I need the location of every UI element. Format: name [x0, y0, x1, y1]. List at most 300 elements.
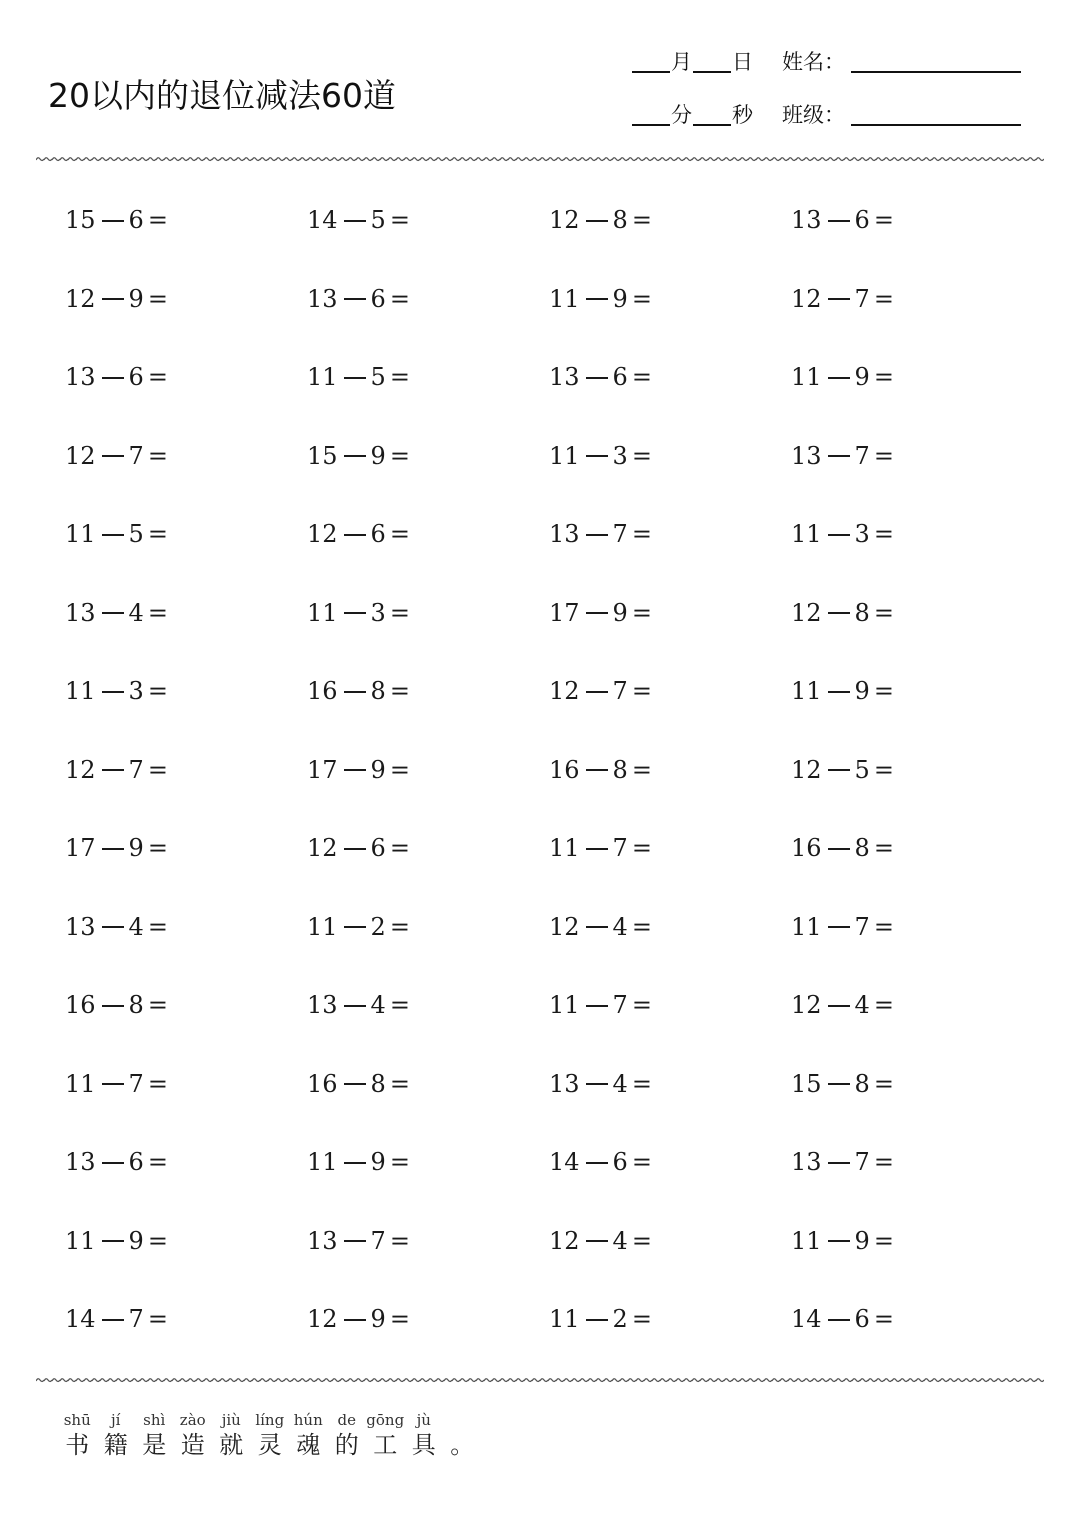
motto-character: [58, 1410, 97, 1460]
subtraction-problem: [791, 1227, 894, 1255]
subtraction-problem: [307, 834, 410, 862]
name-label: 姓名：: [782, 50, 845, 74]
equals-sign: =: [631, 1226, 652, 1255]
subtrahend: 4: [128, 598, 144, 627]
minuend: 16: [791, 834, 822, 862]
subtraction-problem: [549, 206, 652, 234]
minus-sign: [828, 926, 850, 928]
equals-sign: =: [631, 363, 652, 391]
subtraction-problem: [791, 285, 894, 313]
subtrahend: 5: [370, 206, 386, 234]
minuend: 11: [65, 520, 96, 548]
equals-sign: =: [631, 598, 652, 627]
hanzi: 书: [65, 1431, 90, 1459]
motto-character: [443, 1410, 482, 1460]
minuend: 13: [791, 206, 822, 234]
subtraction-problem: [791, 206, 894, 234]
subtrahend: 6: [612, 363, 628, 391]
subtraction-problem: [549, 756, 652, 784]
subtrahend: 9: [128, 834, 144, 862]
subtraction-problem: [549, 913, 652, 941]
subtrahend: 7: [128, 1069, 144, 1098]
equals-sign: =: [873, 1305, 894, 1333]
pinyin: jiù: [221, 1411, 241, 1429]
equals-sign: =: [147, 363, 168, 391]
minuend: 14: [307, 206, 338, 234]
motto-character: [174, 1410, 213, 1460]
equals-sign: =: [389, 755, 410, 784]
equals-sign: =: [147, 1069, 168, 1098]
equals-sign: =: [873, 677, 894, 705]
minus-sign: [828, 1083, 850, 1085]
day-blank[interactable]: [693, 49, 731, 73]
pinyin: de: [337, 1411, 356, 1429]
bottom-wavy-divider: [36, 1376, 1044, 1384]
minus-sign: [586, 377, 608, 379]
equals-sign: =: [631, 834, 652, 862]
minus-sign: [586, 691, 608, 693]
minus-sign: [344, 612, 366, 614]
motto-character: [328, 1410, 367, 1460]
minuend: 12: [307, 834, 338, 862]
subtraction-problem: [65, 913, 168, 941]
subtrahend: 2: [370, 912, 386, 941]
minuend: 12: [307, 520, 338, 548]
equals-sign: =: [631, 284, 652, 313]
motto-character: [97, 1410, 136, 1460]
subtraction-problem: [791, 991, 894, 1019]
subtraction-problem: [791, 913, 894, 941]
minus-sign: [828, 1240, 850, 1242]
equals-sign: =: [389, 441, 410, 470]
minuend: 13: [65, 363, 96, 391]
month-label: 月: [671, 50, 692, 74]
equals-sign: =: [873, 1148, 894, 1176]
minus-sign: [344, 848, 366, 850]
subtrahend: 4: [370, 991, 386, 1019]
subtraction-problem: [549, 1148, 652, 1176]
subtrahend: 9: [370, 441, 386, 470]
subtrahend: 9: [612, 284, 628, 313]
motto-character: [212, 1410, 251, 1460]
subtraction-problem: [307, 913, 410, 941]
minuend: 15: [307, 441, 338, 470]
subtraction-problem: [307, 1148, 410, 1176]
minus-sign: [586, 612, 608, 614]
pinyin: zào: [179, 1411, 206, 1429]
motto-character: [135, 1410, 174, 1460]
equals-sign: =: [389, 363, 410, 391]
minus-sign: [102, 926, 124, 928]
minuend: 13: [549, 520, 580, 548]
minus-sign: [586, 926, 608, 928]
equals-sign: =: [873, 206, 894, 234]
subtrahend: 7: [854, 912, 870, 941]
subtraction-problem: [791, 756, 894, 784]
top-wavy-divider: [36, 155, 1044, 163]
minus-sign: [344, 1319, 366, 1321]
subtraction-problem: [307, 991, 410, 1019]
minuend: 11: [65, 677, 96, 705]
minuend: 12: [549, 1226, 580, 1255]
minus-sign: [344, 220, 366, 222]
minus-sign: [102, 612, 124, 614]
hanzi: 是: [142, 1431, 167, 1459]
subtrahend: 2: [612, 1305, 628, 1333]
subtraction-problem: [307, 1227, 410, 1255]
subtraction-problem: [549, 677, 652, 705]
worksheet-title: 20以内的退位减法60道: [48, 76, 396, 115]
minus-sign: [828, 691, 850, 693]
equals-sign: =: [631, 991, 652, 1019]
subtrahend: 8: [370, 1069, 386, 1098]
minuend: 11: [791, 520, 822, 548]
minuend: 11: [791, 363, 822, 391]
equals-sign: =: [873, 284, 894, 313]
subtraction-problem: [65, 1070, 168, 1098]
subtraction-problem: [791, 1305, 894, 1333]
equals-sign: =: [631, 755, 652, 784]
minuend: 11: [791, 1226, 822, 1255]
minuend: 11: [549, 834, 580, 862]
subtraction-problem: [791, 363, 894, 391]
pinyin: hún: [293, 1411, 323, 1429]
minus-sign: [102, 455, 124, 457]
minuend: 13: [791, 1148, 822, 1176]
subtrahend: 8: [854, 598, 870, 627]
minuend: 12: [65, 441, 96, 470]
minuend: 13: [549, 1069, 580, 1098]
subtrahend: 3: [854, 520, 870, 548]
equals-sign: =: [631, 1069, 652, 1098]
minus-sign: [344, 926, 366, 928]
equals-sign: =: [873, 520, 894, 548]
equals-sign: =: [147, 520, 168, 548]
time-class-row: [632, 99, 1021, 129]
subtraction-problem: [549, 285, 652, 313]
pinyin: gōng: [366, 1411, 405, 1429]
subtrahend: 8: [612, 755, 628, 784]
subtraction-problem: [65, 206, 168, 234]
subtrahend: 4: [612, 1069, 628, 1098]
hanzi: 工: [373, 1431, 398, 1459]
subtrahend: 3: [128, 677, 144, 705]
minus-sign: [828, 769, 850, 771]
minus-sign: [344, 1240, 366, 1242]
minus-sign: [344, 1162, 366, 1164]
minus-sign: [344, 534, 366, 536]
subtrahend: 4: [854, 991, 870, 1019]
day-label: 日: [732, 50, 753, 74]
equals-sign: =: [631, 206, 652, 234]
minuend: 11: [65, 1069, 96, 1098]
equals-sign: =: [873, 363, 894, 391]
subtrahend: 6: [128, 1148, 144, 1176]
subtraction-problem: [65, 677, 168, 705]
minuend: 12: [65, 284, 96, 313]
seconds-blank[interactable]: [693, 102, 731, 126]
subtrahend: 7: [370, 1226, 386, 1255]
subtraction-problem: [65, 599, 168, 627]
minuend: 11: [549, 284, 580, 313]
minus-sign: [102, 1319, 124, 1321]
equals-sign: =: [631, 912, 652, 941]
minuend: 13: [307, 284, 338, 313]
minus-sign: [344, 1083, 366, 1085]
minus-sign: [828, 1319, 850, 1321]
month-blank[interactable]: [632, 49, 670, 73]
minus-sign: [828, 220, 850, 222]
subtrahend: 7: [612, 834, 628, 862]
minus-sign: [586, 1005, 608, 1007]
equals-sign: =: [389, 206, 410, 234]
minus-sign: [828, 298, 850, 300]
minuend: 13: [65, 1148, 96, 1176]
equals-sign: =: [631, 1305, 652, 1333]
minus-sign: [344, 455, 366, 457]
subtrahend: 8: [370, 677, 386, 705]
subtraction-problem: [549, 442, 652, 470]
minus-sign: [586, 455, 608, 457]
equals-sign: =: [389, 1069, 410, 1098]
subtrahend: 7: [612, 677, 628, 705]
minus-sign: [586, 1162, 608, 1164]
subtraction-problem: [65, 285, 168, 313]
subtrahend: 6: [128, 363, 144, 391]
subtrahend: 9: [370, 1148, 386, 1176]
minus-sign: [828, 534, 850, 536]
subtraction-problem: [65, 834, 168, 862]
subtrahend: 9: [370, 1305, 386, 1333]
class-label: 班级：: [782, 103, 845, 127]
hanzi: 魂: [296, 1431, 321, 1459]
subtraction-problem: [549, 991, 652, 1019]
pinyin: [443, 1410, 482, 1430]
subtrahend: 8: [854, 1069, 870, 1098]
minuend: 13: [65, 912, 96, 941]
equals-sign: =: [873, 441, 894, 470]
minutes-label: 分: [671, 103, 692, 127]
minuend: 12: [549, 206, 580, 234]
subtrahend: 7: [854, 441, 870, 470]
minus-sign: [102, 298, 124, 300]
subtrahend: 8: [854, 834, 870, 862]
equals-sign: =: [147, 1226, 168, 1255]
pinyin: líng: [255, 1411, 285, 1429]
minuend: 17: [549, 598, 580, 627]
subtrahend: 8: [612, 206, 628, 234]
minus-sign: [586, 1240, 608, 1242]
minuend: 13: [549, 363, 580, 391]
subtrahend: 6: [128, 206, 144, 234]
minuend: 16: [307, 677, 338, 705]
equals-sign: =: [147, 1148, 168, 1176]
minus-sign: [102, 691, 124, 693]
minuend: 16: [307, 1069, 338, 1098]
minus-sign: [586, 1083, 608, 1085]
subtraction-problem: [307, 285, 410, 313]
subtrahend: 9: [370, 755, 386, 784]
subtraction-problem: [65, 520, 168, 548]
subtraction-problem: [791, 1070, 894, 1098]
subtrahend: 7: [612, 991, 628, 1019]
subtrahend: 9: [854, 363, 870, 391]
hanzi: 就: [219, 1431, 244, 1459]
hanzi: 。: [450, 1431, 475, 1459]
equals-sign: =: [873, 755, 894, 784]
subtrahend: 7: [128, 441, 144, 470]
minuend: 17: [307, 755, 338, 784]
minuend: 14: [549, 1148, 580, 1176]
subtrahend: 4: [612, 912, 628, 941]
equals-sign: =: [147, 755, 168, 784]
minuend: 12: [549, 677, 580, 705]
class-blank[interactable]: [851, 102, 1021, 126]
equals-sign: =: [873, 1226, 894, 1255]
subtraction-problem: [549, 520, 652, 548]
minuend: 13: [307, 991, 338, 1019]
minuend: 12: [549, 912, 580, 941]
minus-sign: [586, 534, 608, 536]
equals-sign: =: [873, 598, 894, 627]
hanzi: 造: [180, 1431, 205, 1459]
equals-sign: =: [147, 441, 168, 470]
subtrahend: 6: [370, 834, 386, 862]
subtrahend: 3: [370, 598, 386, 627]
minuend: 11: [307, 1148, 338, 1176]
minuend: 11: [307, 912, 338, 941]
minutes-blank[interactable]: [632, 102, 670, 126]
subtrahend: 8: [128, 991, 144, 1019]
subtrahend: 6: [854, 1305, 870, 1333]
minus-sign: [344, 298, 366, 300]
subtraction-problem: [65, 442, 168, 470]
hanzi: 籍: [103, 1431, 128, 1459]
minus-sign: [586, 769, 608, 771]
equals-sign: =: [631, 441, 652, 470]
equals-sign: =: [873, 991, 894, 1019]
subtraction-problem: [549, 599, 652, 627]
minuend: 13: [307, 1226, 338, 1255]
minus-sign: [828, 1162, 850, 1164]
subtraction-problem: [791, 1148, 894, 1176]
subtraction-problem: [307, 520, 410, 548]
subtraction-problem: [307, 363, 410, 391]
subtrahend: 5: [128, 520, 144, 548]
subtraction-problem: [791, 599, 894, 627]
subtrahend: 9: [128, 284, 144, 313]
subtrahend: 6: [370, 284, 386, 313]
minuend: 15: [65, 206, 96, 234]
motto-character: [405, 1410, 444, 1460]
pinyin: shì: [143, 1411, 166, 1429]
equals-sign: =: [389, 520, 410, 548]
subtrahend: 9: [854, 1226, 870, 1255]
subtrahend: 4: [128, 912, 144, 941]
subtraction-problem: [549, 1305, 652, 1333]
subtrahend: 4: [612, 1226, 628, 1255]
minuend: 12: [65, 755, 96, 784]
minus-sign: [586, 220, 608, 222]
subtraction-problem: [791, 834, 894, 862]
subtrahend: 9: [854, 677, 870, 705]
subtraction-problem: [65, 756, 168, 784]
subtraction-problem: [791, 520, 894, 548]
minus-sign: [102, 848, 124, 850]
subtraction-problem: [307, 1305, 410, 1333]
subtraction-problem: [307, 677, 410, 705]
minus-sign: [344, 769, 366, 771]
subtrahend: 5: [370, 363, 386, 391]
subtrahend: 5: [854, 755, 870, 784]
minuend: 11: [549, 991, 580, 1019]
minuend: 11: [549, 441, 580, 470]
equals-sign: =: [147, 598, 168, 627]
name-blank[interactable]: [851, 49, 1021, 73]
minus-sign: [102, 220, 124, 222]
minuend: 11: [791, 912, 822, 941]
hanzi: 灵: [257, 1431, 282, 1459]
seconds-label: 秒: [732, 103, 753, 127]
minus-sign: [102, 1162, 124, 1164]
minus-sign: [586, 298, 608, 300]
subtraction-problem: [549, 1070, 652, 1098]
equals-sign: =: [389, 1148, 410, 1176]
minuend: 15: [791, 1069, 822, 1098]
minus-sign: [102, 1083, 124, 1085]
hanzi: 具: [411, 1431, 436, 1459]
subtraction-problem: [307, 756, 410, 784]
subtraction-problem: [549, 1227, 652, 1255]
pinyin: jí: [111, 1411, 121, 1429]
subtraction-problem: [307, 599, 410, 627]
minuend: 12: [791, 991, 822, 1019]
subtraction-problem: [549, 834, 652, 862]
minuend: 13: [65, 598, 96, 627]
subtraction-problem: [65, 363, 168, 391]
subtrahend: 9: [612, 598, 628, 627]
minus-sign: [586, 1319, 608, 1321]
minuend: 13: [791, 441, 822, 470]
equals-sign: =: [389, 598, 410, 627]
subtrahend: 6: [612, 1148, 628, 1176]
equals-sign: =: [631, 520, 652, 548]
pinyin: jù: [416, 1411, 431, 1429]
equals-sign: =: [389, 284, 410, 313]
equals-sign: =: [147, 206, 168, 234]
hanzi: 的: [334, 1431, 359, 1459]
equals-sign: =: [389, 912, 410, 941]
equals-sign: =: [631, 677, 652, 705]
minus-sign: [344, 1005, 366, 1007]
minus-sign: [828, 612, 850, 614]
subtrahend: 3: [612, 441, 628, 470]
subtrahend: 7: [128, 1305, 144, 1333]
subtraction-problem: [791, 677, 894, 705]
equals-sign: =: [389, 834, 410, 862]
subtraction-problem: [307, 442, 410, 470]
motto-character: [289, 1410, 328, 1460]
minuend: 11: [791, 677, 822, 705]
subtraction-problem: [307, 206, 410, 234]
subtraction-problem: [65, 1148, 168, 1176]
minuend: 11: [307, 598, 338, 627]
equals-sign: =: [873, 834, 894, 862]
equals-sign: =: [873, 912, 894, 941]
subtrahend: 7: [128, 755, 144, 784]
subtraction-problem: [791, 442, 894, 470]
equals-sign: =: [389, 991, 410, 1019]
